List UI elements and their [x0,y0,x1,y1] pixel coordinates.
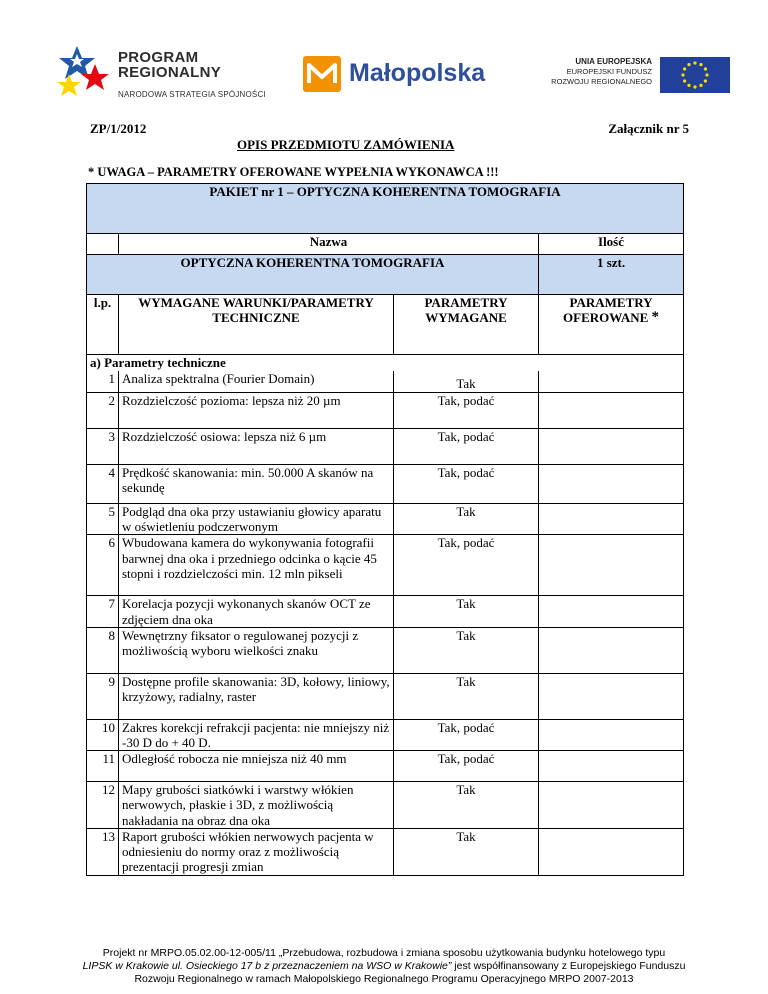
row-number: 1 [87,371,119,393]
lp-header-cell [87,295,119,355]
required-header: PARAMETRY WYMAGANE [424,295,508,326]
row-number: 6 [87,535,119,596]
conditions-header: WYMAGANE WARUNKI/PARAMETRY TECHNICZNE [138,295,374,326]
row-required: Tak, podać [394,429,539,465]
annex-label: Załącznik nr 5 [608,121,689,136]
row-required: Tak [394,504,539,535]
footer-line1: Projekt nr MRPO.05.02.00-12-005/11 „Przebudowa, rozbudowa i zmiana sposobu użytkowania budynku hotelowego typu [102,947,666,959]
eu-logo-line2: EUROPEJSKI FUNDUSZ [566,67,652,76]
row-required: Tak, podać [394,393,539,429]
table-row [87,751,684,782]
empty-cell [87,234,119,255]
asterisk-mark: * [651,309,660,326]
table-row [87,828,684,875]
row-required: Tak [394,371,539,393]
eu-logo [545,55,730,95]
table-row [87,627,684,673]
page-title: OPIS PRZEDMIOTU ZAMÓWIENIA [237,137,455,152]
product-quantity-cell [539,255,684,295]
quantity-header: Ilość [598,234,625,249]
row-required: Tak [394,673,539,719]
product-name: OPTYCZNA KOHERENTNA TOMOGRAFIA [180,255,445,270]
row-required: Tak, podać [394,535,539,596]
row-offered-input[interactable] [539,596,684,627]
row-required: Tak [394,782,539,829]
row-parameter: Podgląd dna oka przy ustawianiu głowicy aparatu w oświetleniu podczerwonym [119,504,394,535]
program-logo-subtitle: NARODOWA STRATEGIA SPÓJNOŚCI [118,90,266,99]
row-number: 7 [87,596,119,627]
table-row [87,393,684,429]
table-row [87,673,684,719]
row-number: 4 [87,465,119,504]
row-required: Tak, podać [394,751,539,782]
document-id: ZP/1/2012 [90,121,147,136]
product-quantity: 1 szt. [596,255,626,270]
row-number: 10 [87,719,119,750]
row-required: Tak [394,828,539,875]
row-parameter: Zakres korekcji refrakcji pacjenta: nie mniejszy niż -30 D do + 40 D. [119,719,394,750]
row-offered-input[interactable] [539,465,684,504]
program-regionalny-emblem-icon [55,44,113,102]
row-parameter: Wbudowana kamera do wykonywania fotografii barwnej dna oka i przedniego odcinka o kącie 45 stopni i rozdzielczości min. 12 mln pikseli [119,535,394,596]
row-offered-input[interactable] [539,828,684,875]
lp-header: l.p. [93,295,112,310]
program-logo-line1: PROGRAM [118,49,199,66]
row-offered-input[interactable] [539,751,684,782]
row-parameter: Korelacja pozycji wykonanych skanów OCT ze zdjęciem dna oka [119,596,394,627]
malopolska-emblem-icon [303,56,341,92]
footer-line2-rest: jest współfinansowany z Europejskiego Funduszu [451,960,686,972]
row-parameter: Odległość robocza nie mniejsza niż 40 mm [119,751,394,782]
row-offered-input[interactable] [539,627,684,673]
table-row [87,596,684,627]
row-parameter: Wewnętrzny fiksator o regulowanej pozycji z możliwością wyboru wielkości znaku [119,627,394,673]
row-required: Tak, podać [394,465,539,504]
program-regionalny-logo [55,44,285,104]
package-title-cell [87,184,684,234]
specification-table [86,183,684,876]
eu-flag-icon [660,57,730,93]
table-row [87,429,684,465]
row-parameter: Raport grubości włókien nerwowych pacjenta w odniesieniu do normy oraz z możliwością prezentacji progresji zmian [119,828,394,875]
package-title: PAKIET nr 1 – OPTYCZNA KOHERENTNA TOMOGRAFIA [209,184,561,199]
row-offered-input[interactable] [539,719,684,750]
row-parameter: Prędkość skanowania: min. 50.000 A skanów na sekundę [119,465,394,504]
conditions-header-cell [119,295,394,355]
row-parameter: Rozdzielczość osiowa: lepsza niż 6 µm [119,429,394,465]
row-offered-input[interactable] [539,504,684,535]
row-number: 2 [87,393,119,429]
table-row [87,465,684,504]
footer-line2 [0,960,768,973]
malopolska-name: Małopolska [349,59,486,87]
row-parameter: Mapy grubości siatkówki i warstwy włókien nerwowych, płaskie i 3D, z możliwością nakładania na obraz dna oka [119,782,394,829]
offered-header: PARAMETRY OFEROWANE [563,295,653,326]
product-name-cell [87,255,539,295]
row-number: 3 [87,429,119,465]
row-number: 13 [87,828,119,875]
footer-line2-italic: LIPSK w Krakowie ul. Osieckiego 17 b z przeznaczeniem na WSO w Krakowie” [82,960,452,972]
program-logo-line2: REGIONALNY [118,64,222,81]
table-row [87,719,684,750]
table-row [87,371,684,393]
row-offered-input[interactable] [539,371,684,393]
row-offered-input[interactable] [539,429,684,465]
row-required: Tak [394,627,539,673]
table-row [87,782,684,829]
row-parameter: Rozdzielczość pozioma: lepsza niż 20 µm [119,393,394,429]
section-a-title: a) Parametry techniczne [90,355,226,370]
table-row [87,504,684,535]
row-number: 12 [87,782,119,829]
row-parameter: Analiza spektralna (Fourier Domain) [119,371,394,393]
footer-line3: Rozwoju Regionalnego w ramach Małopolskiego Regionalnego Programu Operacyjnego MRPO 2007-2013 [134,973,634,985]
offered-header-cell [539,295,684,355]
eu-logo-line3: ROZWOJU REGIONALNEGO [551,77,652,86]
row-parameter: Dostępne profile skanowania: 3D, kołowy, liniowy, krzyżowy, radialny, raster [119,673,394,719]
row-offered-input[interactable] [539,673,684,719]
row-offered-input[interactable] [539,535,684,596]
row-required: Tak [394,596,539,627]
table-row [87,535,684,596]
row-offered-input[interactable] [539,393,684,429]
row-offered-input[interactable] [539,782,684,829]
row-required: Tak, podać [394,719,539,750]
row-number: 9 [87,673,119,719]
row-number: 11 [87,751,119,782]
name-header-cell [119,234,539,255]
eu-logo-line1: UNIA EUROPEJSKA [575,57,652,66]
quantity-header-cell [539,234,684,255]
row-number: 5 [87,504,119,535]
page-footer [0,947,768,986]
malopolska-logo [303,56,518,96]
name-header: Nazwa [309,234,348,249]
row-number: 8 [87,627,119,673]
notice-text: * UWAGA – PARAMETRY OFEROWANE WYPEŁNIA WYKONAWCA !!! [88,165,499,179]
section-a-cell [87,355,684,371]
required-header-cell [394,295,539,355]
